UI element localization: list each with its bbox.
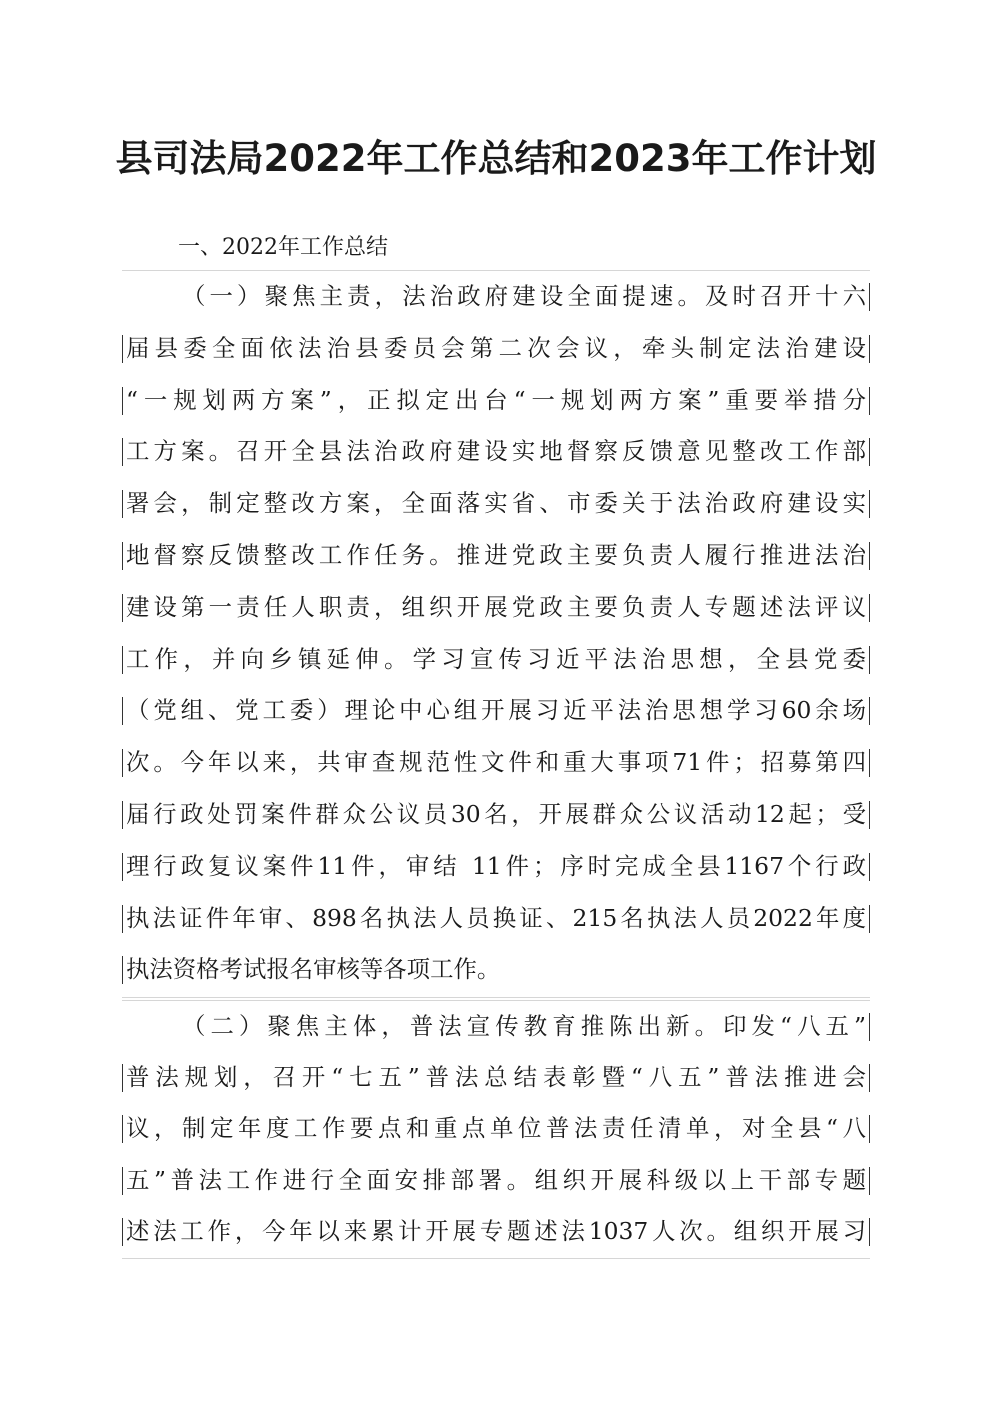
- paragraph-line: 届行政处罚案件群众公议员30名，开展群众公议活动12起；受: [122, 789, 870, 841]
- paragraph-line: 普法规划，召开“七五”普法总结表彰暨“八五”普法推进会: [122, 1052, 870, 1103]
- page-title: 县司法局2022年工作总结和2023年工作计划: [115, 137, 877, 180]
- paragraph-line: 五”普法工作进行全面安排部署。组织开展科级以上干部专题: [122, 1155, 870, 1206]
- paragraph-line: （二）聚焦主体，普法宣传教育推陈出新。印发“八五”: [122, 1001, 870, 1052]
- section-heading: 一、2022年工作总结: [178, 235, 388, 260]
- paragraph-line: 执法资格考试报名审核等各项工作。: [122, 944, 870, 996]
- paragraph-line: 理行政复议案件11件，审结 11件；序时完成全县1167个行政: [122, 841, 870, 893]
- paragraph-line: 执法证件年审、898名执法人员换证、215名执法人员2022年度: [122, 893, 870, 945]
- paragraph-line: 议，制定年度工作要点和重点单位普法责任清单，对全县“八: [122, 1103, 870, 1154]
- paragraph-line: “一规划两方案”，正拟定出台“一规划两方案”重要举措分: [122, 375, 870, 427]
- paragraph-line: 署会，制定整改方案，全面落实省、市委关于法治政府建设实: [122, 478, 870, 530]
- paragraph-line: 述法工作，今年以来累计开展专题述法1037人次。组织开展习: [122, 1206, 870, 1257]
- paragraph-line: 地督察反馈整改工作任务。推进党政主要负责人履行推进法治: [122, 530, 870, 582]
- paragraph-line: 届县委全面依法治县委员会第二次会议，牵头制定法治建设: [122, 323, 870, 375]
- paragraph-line: （一）聚焦主责，法治政府建设全面提速。及时召开十六: [122, 271, 870, 323]
- paragraph-line: 次。今年以来，共审查规范性文件和重大事项71件；招募第四: [122, 737, 870, 789]
- paragraph-line: 工方案。召开全县法治政府建设实地督察反馈意见整改工作部: [122, 426, 870, 478]
- paragraph-line: （党组、党工委）理论中心组开展习近平法治思想学习60余场: [122, 685, 870, 737]
- paragraph-2: [122, 1000, 870, 1259]
- paragraph-line: 工作，并向乡镇延伸。学习宣传习近平法治思想，全县党委: [122, 634, 870, 686]
- paragraph-1: [122, 270, 870, 998]
- paragraph-line: 建设第一责任人职责，组织开展党政主要负责人专题述法评议: [122, 582, 870, 634]
